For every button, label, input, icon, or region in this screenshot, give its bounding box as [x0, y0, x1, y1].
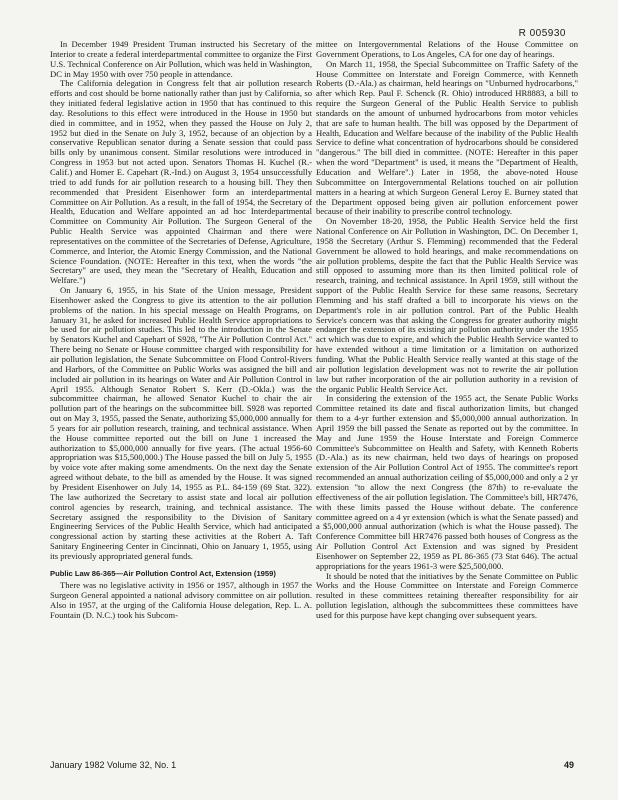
paragraph: On January 6, 1955, in his State of the Union message, President Eisenhower asked the Congress to give its attention to the air pollution problems of the nation. In his special message on Health Programs, on January 31, he asked for increased Public Health Service appropriations to be used for air pollution studies. This led to the introduction in the Senate by Senators Kuchel and Capehart of S928, "The Air Pollution Control Act." There being no Senate or House committee charged with responsibility for air pollution legislation, the Senate Subcommittee on Flood Control-Rivers and Harbors, of the Committee on Public Works was assigned the bill and included air pollution in its hearings on Water and Air Pollution Control in April 1955. Although Senator Robert S. Kerr (D.-Okla.) was the subcommittee chairman, he allowed Senator Kuchel to chair the air pollution part of the hearings on the subcommittee bill. S928 was reported out on May 3, 1955, passed the Senate, authorizing $5,000,000 annually for 5 years for air pollution research, training, and technical assistance. When the House committee reported out the bill on June 1 increased the authorization to $5,000,000 annually for five years. (The actual 1956-60 appropriation was $15,500,000.) The House passed the bill on July 5, 1955 by voice vote after making some amendments. On the next day the Senate agreed without debate, to the bill as amended by the House. It was signed by President Eisenhower on July 14, 1955 as P.L. 84-159 (69 Stat. 322). The law authorized the Secretary to assist state and local air pollution control agencies by research, training, and technical assistance. The Secretary assigned the responsibility to the Division of Sanitary Engineering Services of the Public Health Service, which had anticipated congressional action by starting these activities at the Robert A. Taft Sanitary Engineering Center in Cincinnati, Ohio on January 1, 1955, using its previously appropriated general funds. — [50, 285, 312, 561]
paragraph: In December 1949 President Truman instructed his Secretary of the Interior to create a federal interdepartmental committee to organize the First U.S. Technical Conference on Air Pollution, which was held in Washington, DC in May 1950 with over 750 people in attendance. — [50, 40, 312, 79]
journal-issue: January 1982 Volume 32, No. 1 — [50, 760, 177, 770]
paragraph: On November 18-20, 1958, the Public Health Service held the first National Conference on Air Pollution in Washington, DC. On December 1, 1958 the Secretary (Arthur S. Flemming) recommended that the Federal Government be allowed to hold hearings, and make recommendations on air pollution problems, despite the fact that the Public Health Service was still opposed to assuming more than its then limited political role of research, training, and technical assistance. In April 1959, still without the support of the Public Health Service for these same reasons, Secretary Flemming and his staff drafted a bill to incorporate his views on the Department's role in air pollution control. Part of the Public Health Service's concern was that asking the Congress for greater authority might endanger the extension of its existing air pollution authority under the 1955 act which was due to expire, and which the Public Health Service wanted to have extended without a time limitation or a limitation on authorized funding. What the Public Health Service really wanted at this stage of the air pollution legislation development was not to rewrite the air pollution law but rather incorporation of the air pollution authority in a revision of the organic Public Health Service Act. — [316, 216, 578, 394]
paragraph: There was no legislative activity in 1956 or 1957, although in 1957 the Surgeon General appointed a national advisory committee on air pollution. Also in 1957, at the urging of the California House delegation, Rep. L. A. Fountain (D. N.C.) took his Subcom- — [50, 580, 312, 620]
page-number: 49 — [563, 760, 574, 770]
section-heading: Public Law 86-365—Air Pollution Control Act, Extension (1959) — [50, 568, 276, 578]
paragraph: It should be noted that the initiatives by the Senate Committee on Public Works and the House Committee on Interstate and Foreign Commerce resulted in these committees retaining thereafter responsibility for air pollution legislation, although the subcommittees these committees have used for this purpose have kept changing over subsequent years. — [316, 570, 578, 620]
left-column — [50, 40, 312, 755]
document-code: R 005930 — [518, 28, 566, 39]
paragraph: The California delegation in Congress felt that air pollution research efforts and cost should be borne nationally rather than just by California, so they initiated federal legislative action in 1950 that has continued to this day. Resolutions to this effect were introduced in the House in 1950 but died in committee, and in 1952, when they passed the House on July 2, 1952 but died in the Senate on July 3, 1952, because of an objection by a conservative Republican senator during a Senate session that could pass bills only by unanimous consent. Similar resolutions were introduced in Congress in 1953 but not acted upon. Senators Thomas H. Kuchel (R.-Calif.) and Homer E. Capehart (R.-Ind.) on August 3, 1954 unsuccessfully tried to add funds for air pollution research to a housing bill. They then recommended that President Eisenhower form an interdepartmental Committee on Air Pollution. As a result, in the fall of 1954, the Secretary of Health, Education and Welfare appointed an ad hoc Interdepartmental Committee on Community Air Pollution. The Surgeon General of the Public Health Service was appointed Chairman and there were representatives on the committee of the Secretaries of Defense, Agriculture, Commerce, and Interior, the Atomic Energy Commission, and the National Science Foundation. (NOTE: Hereafter in this text, when the words "the Secretary" are used, they mean the "Secretary of Health, Education and Welfare.") — [50, 78, 312, 286]
paragraph: On March 11, 1958, the Special Subcommittee on Traffic Safety of the House Committee on Interstate and Foreign Commerce, with Kenneth Roberts (D.-Ala.) as chairman, held hearings on "Unburned hydrocarbons," after which Rep. Paul F. Schenck (R. Ohio) introduced HR8883, a bill to require the Surgeon General of the Public Health Service to publish standards on the amount of unburned hydrocarbons from motor vehicles that are safe to human health. The bill was opposed by the Department of Health, Education and Welfare because of the inability of the Public Health Service to define what concentration of hydrocarbons should be considered "dangerous." The bill died in committee. (NOTE: Hereafter in this paper when the word "Department" is used, it means the "Department of Health, Education and Welfare".) Later in 1958, the above-noted House Subcommittee on Intergovernmental Relations touched on air pollution matters in a hearing at which Surgeon General Leroy E. Burney stated that the Department opposed being given air pollution enforcement power because of their inability to prescribe control technology. — [316, 58, 578, 217]
right-column — [316, 40, 578, 755]
paragraph: In considering the extension of the 1955 act, the Senate Public Works Committee retained its date and fiscal authorization limits, but changed them to a 4-yr further extension and $5,000,000 annual authorization. In April 1959 the bill passed the Senate as reported out by the committee. In May and June 1959 the House Interstate and Foreign Commerce Committee's Subcommittee on Health and Safety, with Kenneth Roberts (D.-Ala.) as its new chairman, held two days of hearings on proposed extension of the Air Pollution Control Act of 1955. The committee's report recommended an annual authorization ceiling of $5,000,000 and only a 2 yr extension "to allow the next Congress (the 87th) to re-evaluate the effectiveness of the air pollution legislation. The Committee's bill, HR7476, with these limits passed the House without debate. The conference committee agreed on a 4 yr extension (which is what the Senate passed) and a $5,000,000 annual authorization (which is what the House passed). The Conference Committee bill HR7476 passed both houses of Congress as the Air Pollution Control Act Extension and was signed by President Eisenhower on September 22, 1959 as PL 86-365 (73 Stat 646). The actual appropriations for the years 1961-3 were $25,500,000. — [316, 393, 578, 571]
paragraph: mittee on Intergovernmental Relations of the House Committee on Government Operations, to Los Angeles, CA for one day of hearings. — [316, 40, 578, 59]
